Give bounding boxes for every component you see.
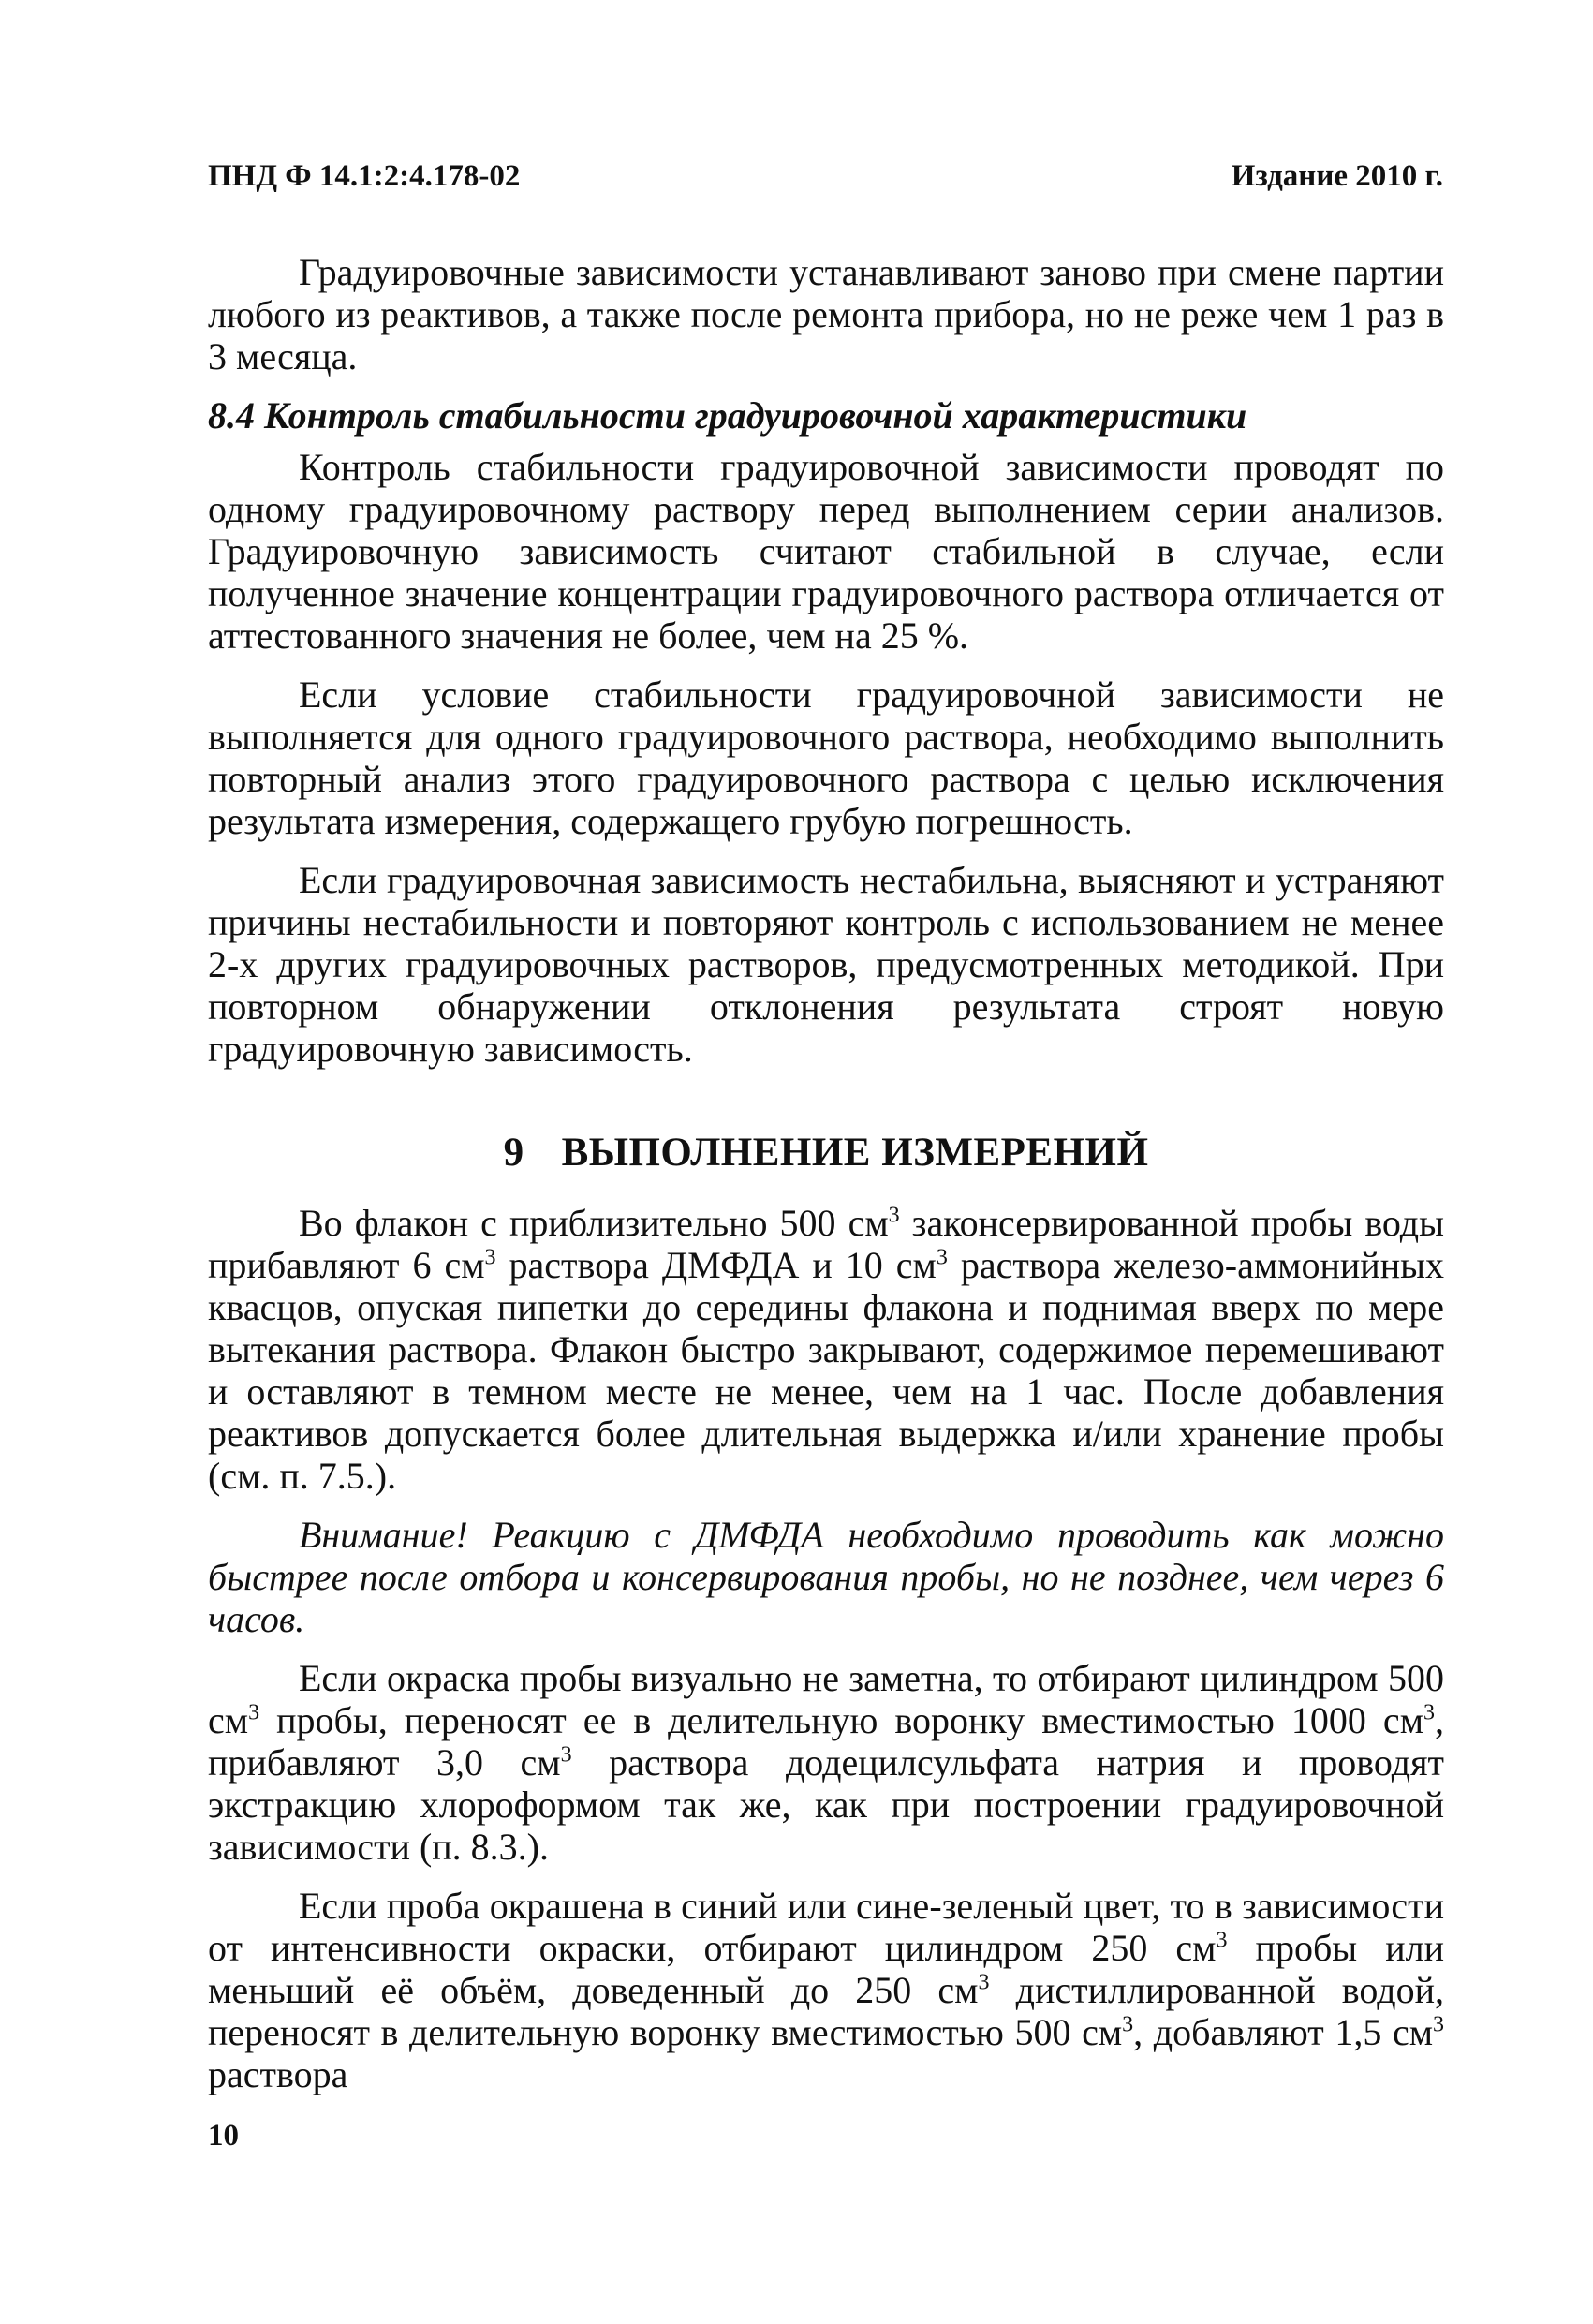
superscript-3: 3 [936,1245,948,1270]
superscript-3: 3 [248,1700,260,1725]
superscript-3: 3 [978,1970,990,1995]
paragraph-stability-failure: Если условие стабильности градуировочной зависимости не выполняется для одного градуировочного раствора, необходимо выполнить повторный анализ этого градуировочного раствора с целью исключения результата измерения, содержащего грубую погрешность. [208,674,1444,842]
subsection-heading-8-4: 8.4 Контроль стабильности градуировочной характеристики [208,394,1247,437]
page-number: 10 [208,2119,239,2153]
superscript-3: 3 [1423,1700,1435,1725]
document-code: ПНД Ф 14.1:2:4.178-02 [208,159,521,193]
superscript-3: 3 [1433,2012,1445,2037]
warning-note: Внимание! Реакцию с ДМФДА необходимо проводить как можно быстрее после отбора и консервирования пробы, но не позднее, чем через 6 часов. [208,1514,1444,1640]
page-content [208,251,1444,2112]
paragraph-stability-control: Контроль стабильности градуировочной зависимости проводят по одному градуировочному раствору перед выполнением серии анализов. Градуировочную зависимость считают стабильной в случае, если полученное значение концентрации градуировочного раствора отличается от аттестованного значения не более, чем на 25 %. [208,446,1444,657]
paragraph-colored-sample: Если проба окрашена в синий или сине-зеленый цвет, то в зависимости от интенсивности окраски, отбирают цилиндром 250 $см^3$ пробы или меньший её объём, доведенный до 250 $см^3$ дистиллированной водой, переносят в делительную воронку вместимостью 500 $см^3$, добавляют 1,5 $см^3$ раствора [208,1885,1445,2095]
paragraph-calibration-renewal: Градуировочные зависимости устанавливают заново при смене партии любого из реактивов, а также после ремонта прибора, но не реже чем 1 раз в 3 месяца. [208,251,1444,377]
superscript-3: 3 [1216,1928,1228,1953]
paragraph-measurement-procedure: Во флакон с приблизительно 500 $см^3$ законсервированной пробы воды прибавляют 6 $см^3$ раствора ДМФДА и 10 $см^3$ раствора железо-аммонийных квасцов, опуская пипетки до середины флакона и поднимая вверх по мере вытекания раствора. Флакон быстро закрывают, содержимое перемешивают и оставляют в темном месте не менее, чем на 1 час. После добавления реактивов допускается более длительная выдержка и/или хранение пробы (см. п. 7.5.). [208,1202,1445,1497]
section-number: 9 [503,1131,524,1175]
page-header [208,159,1443,206]
edition-label: Издание 2010 г. [1231,159,1443,193]
superscript-3: 3 [560,1742,572,1768]
section-title-text: ВЫПОЛНЕНИЕ ИЗМЕРЕНИЙ [561,1131,1149,1175]
paragraph-extraction: Если окраска пробы визуально не заметна, то отбирают цилиндром 500 $см^3$ пробы, переносят ее в делительную воронку вместимостью 1000 $см^3$, прибавляют 3,0 $см^3$ раствора додецилсульфата натрия и проводят экстракцию хлороформом так же, как при построении градуировочной зависимости (п. 8.3.). [208,1657,1444,1868]
superscript-3: 3 [1122,2012,1134,2037]
superscript-3: 3 [888,1203,900,1228]
section-heading-9 [208,1132,1444,1174]
paragraph-unstable-calibration: Если градуировочная зависимость нестабильна, выясняют и устраняют причины нестабильности и повторяют контроль с использованием не менее 2-х других градуировочных растворов, предусмотренных методикой. При повторном обнаружении отклонения результата строят новую градуировочную зависимость. [208,859,1444,1070]
superscript-3: 3 [484,1245,496,1270]
